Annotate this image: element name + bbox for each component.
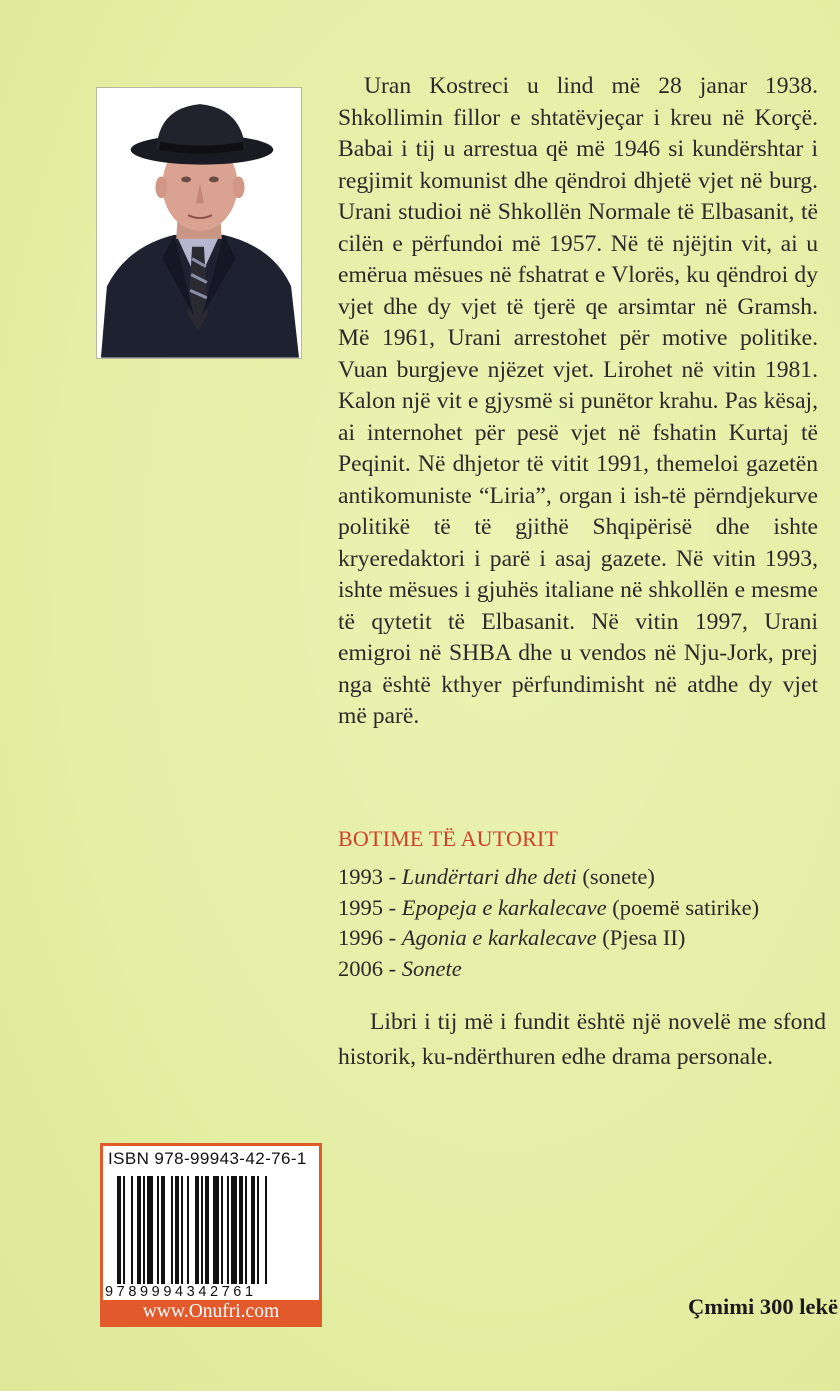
publication-year: 1993 - [338, 864, 402, 889]
barcode-bar [187, 1176, 189, 1284]
barcode-bar [137, 1176, 141, 1284]
barcode-bar [161, 1176, 165, 1284]
barcode-bar [265, 1176, 267, 1284]
publication-item [338, 893, 828, 924]
publication-note: (sonete) [576, 864, 655, 889]
publication-year: 1995 - [338, 894, 402, 920]
barcode-bar [117, 1176, 121, 1284]
publication-title: Agonia e karkalecave [401, 925, 597, 950]
publication-item [338, 862, 828, 893]
barcode-bar [181, 1176, 183, 1284]
publication-note: (poemë satirike) [606, 894, 760, 920]
barcode-bar [143, 1176, 145, 1284]
barcode-bar [157, 1176, 159, 1284]
barcode-bar [245, 1176, 247, 1284]
publication-title: Epopeja e karkalecave [401, 894, 607, 920]
barcode-bar [201, 1176, 203, 1284]
publications-list [338, 862, 828, 984]
price-label: Çmimi 300 lekë [688, 1294, 838, 1319]
barcode-bar [221, 1176, 223, 1284]
publication-title: Sonete [401, 955, 462, 981]
author-photo [96, 87, 302, 359]
barcode-bar [231, 1176, 237, 1284]
publication-year: 1996 - [338, 925, 402, 950]
publication-year: 2006 - [338, 955, 402, 981]
barcode-bar [171, 1176, 173, 1284]
publications-heading: BOTIME TË AUTORIT [338, 826, 559, 851]
publication-title: Lundërtari dhe deti [401, 864, 577, 889]
isbn-label: ISBN 978-99943-42-76-1 [108, 1149, 307, 1168]
publication-item [338, 954, 828, 985]
barcode-bar [123, 1176, 125, 1284]
barcode-bar [227, 1176, 229, 1284]
barcode-bar [239, 1176, 243, 1284]
barcode-icon [117, 1176, 307, 1284]
author-portrait-icon [97, 88, 301, 358]
barcode-bar [147, 1176, 153, 1284]
barcode-bar [251, 1176, 255, 1284]
barcode-bar [195, 1176, 199, 1284]
publication-note: (Pjesa II) [596, 925, 686, 950]
ean-digits: 9789994342761 [105, 1284, 257, 1300]
barcode-bar [257, 1176, 259, 1284]
author-biography: Uran Kostreci u lind më 28 janar 1938. Shkollimin fillor e shtatëvjeçar i kreu në Korçë. Babai i tij u arrestua që më 1946 si kundërshtar i regjimit komunist dhe qëndroi dhjetë vjet në burg. Urani studioi në Shkollën Normale të Elbasanit, të cilën e përfundoi më 1957. Në të njëjtin vit, ai u emërua mësues në fshatrat e Vlorës, ku qëndroi dy vjet dhe dy vjet të tjerë qe arsimtar në Gramsh. Më 1961, Urani arrestohet për motive politike. Vuan burgjeve njëzet vjet. Lirohet në vitin 1981. Kalon një vit e gjysmë si punëtor krahu. Pas kësaj, ai internohet për pesë vjet në fshatin Kurtaj të Peqinit. Në dhjetor të vitit 1991, themeloi gazetën antikomuniste “Liria”, organ i ish-të përndjekurve politikë të të gjithë Shqipërisë dhe ishte kryeredaktori i parë i asaj gazete. Në vitin 1993, ishte mësues i gjuhës italiane në shkollën e mesme të qytetit të Elbasanit. Në vitin 1997, Urani emigroi në SHBA dhe u vendos në Nju-Jork, prej nga është kthyer përfundimisht në atdhe dy vjet më parë. [338, 73, 818, 729]
publication-item [338, 923, 828, 954]
barcode-bar [213, 1176, 219, 1284]
barcode-bar [205, 1176, 209, 1284]
book-description: Libri i tij më i fundit është një novelë me sfond historik, ku-ndërthuren edhe drama personale. [338, 1009, 826, 1070]
isbn-barcode [100, 1143, 322, 1327]
barcode-bar [175, 1176, 179, 1284]
publisher-website: www.Onufri.com [103, 1300, 319, 1324]
barcode-bar [131, 1176, 133, 1284]
